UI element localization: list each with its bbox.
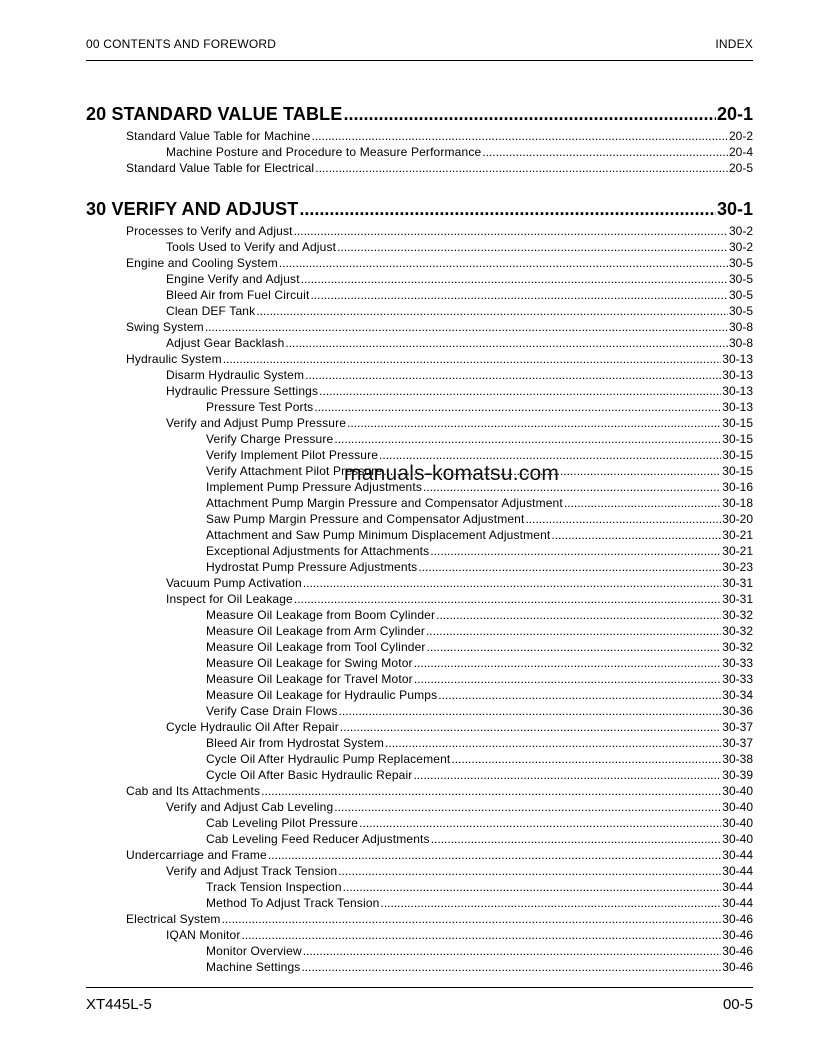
toc-entry-title[interactable]: Verify Charge Pressure — [206, 432, 334, 446]
toc-entry-level-3[interactable] — [86, 495, 753, 511]
toc-entry-title[interactable]: Cycle Oil After Basic Hydraulic Repair — [206, 768, 413, 782]
toc-entry-page[interactable]: 30-13 — [722, 384, 753, 398]
toc-entry-level-2[interactable] — [86, 415, 753, 431]
toc-entry-level-2[interactable] — [86, 287, 753, 303]
toc-entry-page[interactable]: 20-4 — [728, 145, 753, 159]
toc-entry-page[interactable]: 30-46 — [722, 944, 753, 958]
toc-entry-level-3[interactable] — [86, 623, 753, 639]
header-index-label: INDEX — [715, 37, 753, 51]
toc-entry-title[interactable]: Engine Verify and Adjust — [166, 272, 300, 286]
toc-entry-page[interactable]: 30-46 — [722, 912, 753, 926]
toc-entry-page[interactable]: 30-40 — [722, 784, 753, 798]
header-chapter-title: 00 CONTENTS AND FOREWORD — [86, 37, 277, 51]
toc-entry-title[interactable]: Attachment and Saw Pump Minimum Displacement Adjustment — [206, 528, 551, 542]
toc-entry-level-2[interactable] — [86, 383, 753, 399]
dot-leader — [299, 198, 716, 220]
toc-entry-title[interactable]: Monitor Overview — [206, 944, 302, 958]
toc-entry-page[interactable]: 30-46 — [722, 928, 753, 942]
toc-entry-title[interactable]: Disarm Hydraulic System — [166, 368, 305, 382]
toc-entry-title[interactable]: Adjust Gear Backlash — [166, 336, 285, 350]
toc-entry-level-3[interactable] — [86, 431, 753, 447]
toc-entry-page[interactable]: 20-2 — [728, 129, 753, 143]
toc-entry-title[interactable]: Cycle Hydraulic Oil After Repair — [166, 720, 339, 734]
toc-entry-page[interactable]: 30-33 — [722, 656, 753, 670]
dot-leader — [305, 367, 721, 383]
toc-entry-page[interactable]: 30-32 — [722, 608, 753, 622]
dot-leader — [279, 255, 728, 271]
toc-entry-level-2[interactable] — [86, 144, 753, 160]
toc-entry-title[interactable]: Measure Oil Leakage for Travel Motor — [206, 672, 413, 686]
dot-leader — [438, 687, 721, 703]
toc-entry-title[interactable]: Engine and Cooling System — [126, 256, 278, 270]
toc-entry-page[interactable]: 30-38 — [722, 752, 753, 766]
toc-entry-level-2[interactable] — [86, 239, 753, 255]
dot-leader — [303, 943, 722, 959]
toc-entry-page[interactable]: 30-33 — [722, 672, 753, 686]
dot-leader — [343, 103, 716, 125]
dot-leader — [242, 927, 722, 943]
toc-entry-page[interactable]: 30-36 — [722, 704, 753, 718]
footer-rule — [86, 987, 753, 988]
toc-entry-title[interactable]: Hydrostat Pump Pressure Adjustments — [206, 560, 418, 574]
toc-entry-level-2[interactable] — [86, 271, 753, 287]
toc-entry-title[interactable]: Measure Oil Leakage from Tool Cylinder — [206, 640, 426, 654]
toc-entry-level-2[interactable] — [86, 367, 753, 383]
toc-entry-title[interactable]: Verify and Adjust Pump Pressure — [166, 416, 347, 430]
toc-entry-level-3[interactable] — [86, 687, 753, 703]
dot-leader — [482, 144, 728, 160]
dot-leader — [314, 399, 721, 415]
dot-leader — [347, 415, 721, 431]
dot-leader — [334, 431, 721, 447]
dot-leader — [525, 511, 721, 527]
toc-entry-title[interactable]: Implement Pump Pressure Adjustments — [206, 480, 423, 494]
toc-entry-page[interactable]: 30-23 — [722, 560, 753, 574]
toc-entry-page[interactable]: 30-5 — [728, 304, 753, 318]
footer-page-number: 00-5 — [722, 995, 753, 1013]
toc-entry-level-1[interactable] — [86, 255, 753, 271]
toc-entry-title[interactable]: Bleed Air from Hydrostat System — [206, 736, 385, 750]
toc-entry-page[interactable]: 30-37 — [722, 736, 753, 750]
toc-entry-title[interactable]: Electrical System — [126, 912, 221, 926]
dot-leader — [340, 719, 721, 735]
toc-entry-title[interactable]: Standard Value Table for Machine — [126, 129, 311, 143]
toc-entry-level-3[interactable] — [86, 399, 753, 415]
toc-entry-page[interactable]: 30-16 — [722, 480, 753, 494]
toc-entry-title[interactable]: Verify and Adjust Track Tension — [166, 864, 338, 878]
dot-leader — [551, 527, 721, 543]
dot-leader — [303, 575, 721, 591]
dot-leader — [256, 303, 728, 319]
toc-entry-page[interactable]: 30-40 — [722, 816, 753, 830]
toc-entry-level-3[interactable] — [86, 543, 753, 559]
toc-entry-title[interactable]: Machine Settings — [206, 960, 301, 974]
dot-leader — [301, 959, 721, 975]
toc-entry-page[interactable]: 20-5 — [728, 161, 753, 175]
dot-leader — [385, 735, 721, 751]
dot-leader — [427, 639, 722, 655]
toc-entry-title[interactable]: Measure Oil Leakage for Hydraulic Pumps — [206, 688, 438, 702]
toc-section-heading[interactable] — [86, 198, 753, 220]
toc-entry-title[interactable]: Cab Leveling Pilot Pressure — [206, 816, 359, 830]
toc-entry-level-3[interactable] — [86, 527, 753, 543]
toc-entry-page[interactable]: 30-15 — [722, 416, 753, 430]
toc-entry-level-1[interactable] — [86, 351, 753, 367]
toc-entry-page[interactable]: 30-37 — [722, 720, 753, 734]
toc-entry-title[interactable]: Cab and Its Attachments — [126, 784, 261, 798]
toc-entry-page[interactable]: 30-5 — [728, 288, 753, 302]
dot-leader — [301, 271, 728, 287]
toc-entry-title[interactable]: Saw Pump Margin Pressure and Compensator Adjustment — [206, 512, 525, 526]
toc-entry-page[interactable]: 30-13 — [722, 352, 753, 366]
dot-leader — [268, 847, 721, 863]
toc-entry-page[interactable]: 30-40 — [722, 832, 753, 846]
toc-entry-level-3[interactable] — [86, 879, 753, 895]
toc-entry-page[interactable]: 30-2 — [728, 224, 753, 238]
toc-entry-level-3[interactable] — [86, 671, 753, 687]
toc-entry-level-3[interactable] — [86, 943, 753, 959]
toc-entry-title[interactable]: Measure Oil Leakage from Arm Cylinder — [206, 624, 425, 638]
toc-entry-level-3[interactable] — [86, 815, 753, 831]
toc-entry-level-1[interactable] — [86, 223, 753, 239]
dot-leader — [430, 543, 721, 559]
toc-entry-page[interactable]: 30-5 — [728, 256, 753, 270]
toc-entry-title[interactable]: IQAN Monitor — [166, 928, 241, 942]
dot-leader — [294, 223, 728, 239]
toc-entry-level-3[interactable] — [86, 639, 753, 655]
toc-entry-level-3[interactable] — [86, 607, 753, 623]
toc-entry-level-1[interactable] — [86, 847, 753, 863]
toc-entry-title[interactable]: Cycle Oil After Hydraulic Pump Replacement — [206, 752, 451, 766]
toc-entry-level-3[interactable] — [86, 895, 753, 911]
toc-entry-level-2[interactable] — [86, 591, 753, 607]
toc-section-heading[interactable] — [86, 103, 753, 125]
toc-entry-level-2[interactable] — [86, 863, 753, 879]
table-of-contents — [86, 103, 753, 975]
toc-entry-title[interactable]: Track Tension Inspection — [206, 880, 342, 894]
toc-entry-page[interactable]: 30-44 — [722, 864, 753, 878]
toc-entry-page[interactable]: 30-8 — [728, 320, 753, 334]
toc-entry-page[interactable]: 30-44 — [722, 896, 753, 910]
toc-entry-level-2[interactable] — [86, 927, 753, 943]
toc-entry-level-2[interactable] — [86, 719, 753, 735]
toc-entry-page[interactable]: 30-13 — [722, 400, 753, 414]
dot-leader — [205, 319, 728, 335]
toc-entry-title[interactable]: Verify Attachment Pilot Pressure — [206, 464, 383, 478]
toc-entry-title[interactable]: Verify Implement Pilot Pressure — [206, 448, 379, 462]
toc-entry-title[interactable]: Swing System — [126, 320, 204, 334]
toc-entry-level-3[interactable] — [86, 831, 753, 847]
toc-entry-level-2[interactable] — [86, 303, 753, 319]
dot-leader — [426, 623, 721, 639]
toc-entry-title[interactable]: Method To Adjust Track Tension — [206, 896, 380, 910]
header-rule — [86, 60, 753, 61]
toc-entry-page[interactable]: 30-44 — [722, 880, 753, 894]
toc-entry-page[interactable]: 30-46 — [722, 960, 753, 974]
toc-entry-level-3[interactable] — [86, 655, 753, 671]
toc-entry-title[interactable]: 30 VERIFY AND ADJUST — [86, 199, 299, 219]
toc-entry-page[interactable]: 30-2 — [728, 240, 753, 254]
dot-leader — [310, 287, 728, 303]
toc-entry-page[interactable]: 20-1 — [716, 104, 753, 124]
dot-leader — [311, 128, 727, 144]
toc-entry-level-2[interactable] — [86, 335, 753, 351]
toc-entry-page[interactable]: 30-31 — [722, 592, 753, 606]
toc-entry-page[interactable]: 30-8 — [728, 336, 753, 350]
toc-entry-title[interactable]: Pressure Test Ports — [206, 400, 314, 414]
dot-leader — [294, 591, 721, 607]
toc-entry-level-3[interactable] — [86, 559, 753, 575]
dot-leader — [222, 911, 722, 927]
toc-entry-page[interactable]: 30-1 — [716, 199, 753, 219]
toc-entry-title[interactable]: Clean DEF Tank — [166, 304, 256, 318]
dot-leader — [414, 655, 722, 671]
toc-entry-title[interactable]: Bleed Air from Fuel Circuit — [166, 288, 310, 302]
toc-entry-title[interactable]: Measure Oil Leakage from Boom Cylinder — [206, 608, 436, 622]
toc-entry-title[interactable]: Cab Leveling Feed Reducer Adjustments — [206, 832, 430, 846]
dot-leader — [379, 447, 721, 463]
dot-leader — [315, 160, 728, 176]
toc-entry-page[interactable]: 30-32 — [722, 624, 753, 638]
toc-entry-title[interactable]: Exceptional Adjustments for Attachments — [206, 544, 430, 558]
toc-entry-title[interactable]: Standard Value Table for Electrical — [126, 161, 315, 175]
dot-leader — [285, 335, 728, 351]
toc-entry-title[interactable]: Inspect for Oil Leakage — [166, 592, 293, 606]
toc-entry-title[interactable]: 20 STANDARD VALUE TABLE — [86, 104, 343, 124]
toc-entry-level-3[interactable] — [86, 959, 753, 975]
toc-entry-page[interactable]: 30-31 — [722, 576, 753, 590]
toc-entry-level-2[interactable] — [86, 799, 753, 815]
toc-entry-title[interactable]: Verify and Adjust Cab Leveling — [166, 800, 334, 814]
toc-entry-title[interactable]: Machine Posture and Procedure to Measure Performance — [166, 145, 482, 159]
dot-leader — [418, 559, 721, 575]
toc-entry-title[interactable]: Measure Oil Leakage for Swing Motor — [206, 656, 413, 670]
toc-entry-level-3[interactable] — [86, 447, 753, 463]
toc-entry-level-1[interactable] — [86, 128, 753, 144]
toc-entry-title[interactable]: Vacuum Pump Activation — [166, 576, 302, 590]
toc-section — [86, 198, 753, 975]
toc-entry-page[interactable]: 30-34 — [722, 688, 753, 702]
toc-entry-title[interactable]: Processes to Verify and Adjust — [126, 224, 293, 238]
watermark-text: manuals-komatsu.com — [344, 462, 560, 485]
dot-leader — [436, 607, 721, 623]
toc-entry-page[interactable]: 30-5 — [728, 272, 753, 286]
toc-entry-title[interactable]: Verify Case Drain Flows — [206, 704, 338, 718]
dot-leader — [338, 863, 721, 879]
toc-entry-level-1[interactable] — [86, 911, 753, 927]
dot-leader — [431, 831, 722, 847]
toc-entry-level-1[interactable] — [86, 160, 753, 176]
toc-entry-page[interactable]: 30-40 — [722, 800, 753, 814]
page-header — [86, 35, 753, 53]
toc-entry-level-1[interactable] — [86, 783, 753, 799]
toc-entry-page[interactable]: 30-39 — [722, 768, 753, 782]
dot-leader — [339, 703, 722, 719]
dot-leader — [261, 783, 721, 799]
footer-model-number: XT445L-5 — [86, 995, 152, 1013]
toc-section — [86, 103, 753, 176]
dot-leader — [337, 239, 728, 255]
dot-leader — [413, 767, 721, 783]
dot-leader — [343, 879, 722, 895]
page-footer — [86, 994, 753, 1014]
dot-leader — [564, 495, 721, 511]
dot-leader — [414, 671, 721, 687]
toc-entry-title[interactable]: Tools Used to Verify and Adjust — [166, 240, 337, 254]
toc-entry-level-1[interactable] — [86, 319, 753, 335]
toc-entry-level-3[interactable] — [86, 511, 753, 527]
dot-leader — [223, 351, 722, 367]
dot-leader — [381, 895, 722, 911]
toc-entry-level-3[interactable] — [86, 703, 753, 719]
toc-entry-page[interactable]: 30-15 — [722, 432, 753, 446]
toc-entry-title[interactable]: Hydraulic System — [126, 352, 222, 366]
toc-entry-page[interactable]: 30-15 — [722, 464, 753, 478]
toc-entry-page[interactable]: 30-20 — [722, 512, 753, 526]
toc-entry-page[interactable]: 30-32 — [722, 640, 753, 654]
toc-entry-page[interactable]: 30-18 — [722, 496, 753, 510]
toc-entry-page[interactable]: 30-21 — [722, 544, 753, 558]
toc-entry-page[interactable]: 30-13 — [722, 368, 753, 382]
toc-entry-page[interactable]: 30-44 — [722, 848, 753, 862]
toc-entry-level-3[interactable] — [86, 735, 753, 751]
dot-leader — [319, 383, 721, 399]
toc-entry-title[interactable]: Hydraulic Pressure Settings — [166, 384, 319, 398]
toc-entry-level-2[interactable] — [86, 575, 753, 591]
toc-entry-page[interactable]: 30-21 — [722, 528, 753, 542]
toc-entry-level-3[interactable] — [86, 751, 753, 767]
toc-entry-page[interactable]: 30-15 — [722, 448, 753, 462]
toc-entry-title[interactable]: Undercarriage and Frame — [126, 848, 267, 862]
dot-leader — [359, 815, 721, 831]
toc-entry-level-3[interactable] — [86, 767, 753, 783]
dot-leader — [451, 751, 721, 767]
dot-leader — [334, 799, 721, 815]
toc-entry-title[interactable]: Attachment Pump Margin Pressure and Compensator Adjustment — [206, 496, 563, 510]
